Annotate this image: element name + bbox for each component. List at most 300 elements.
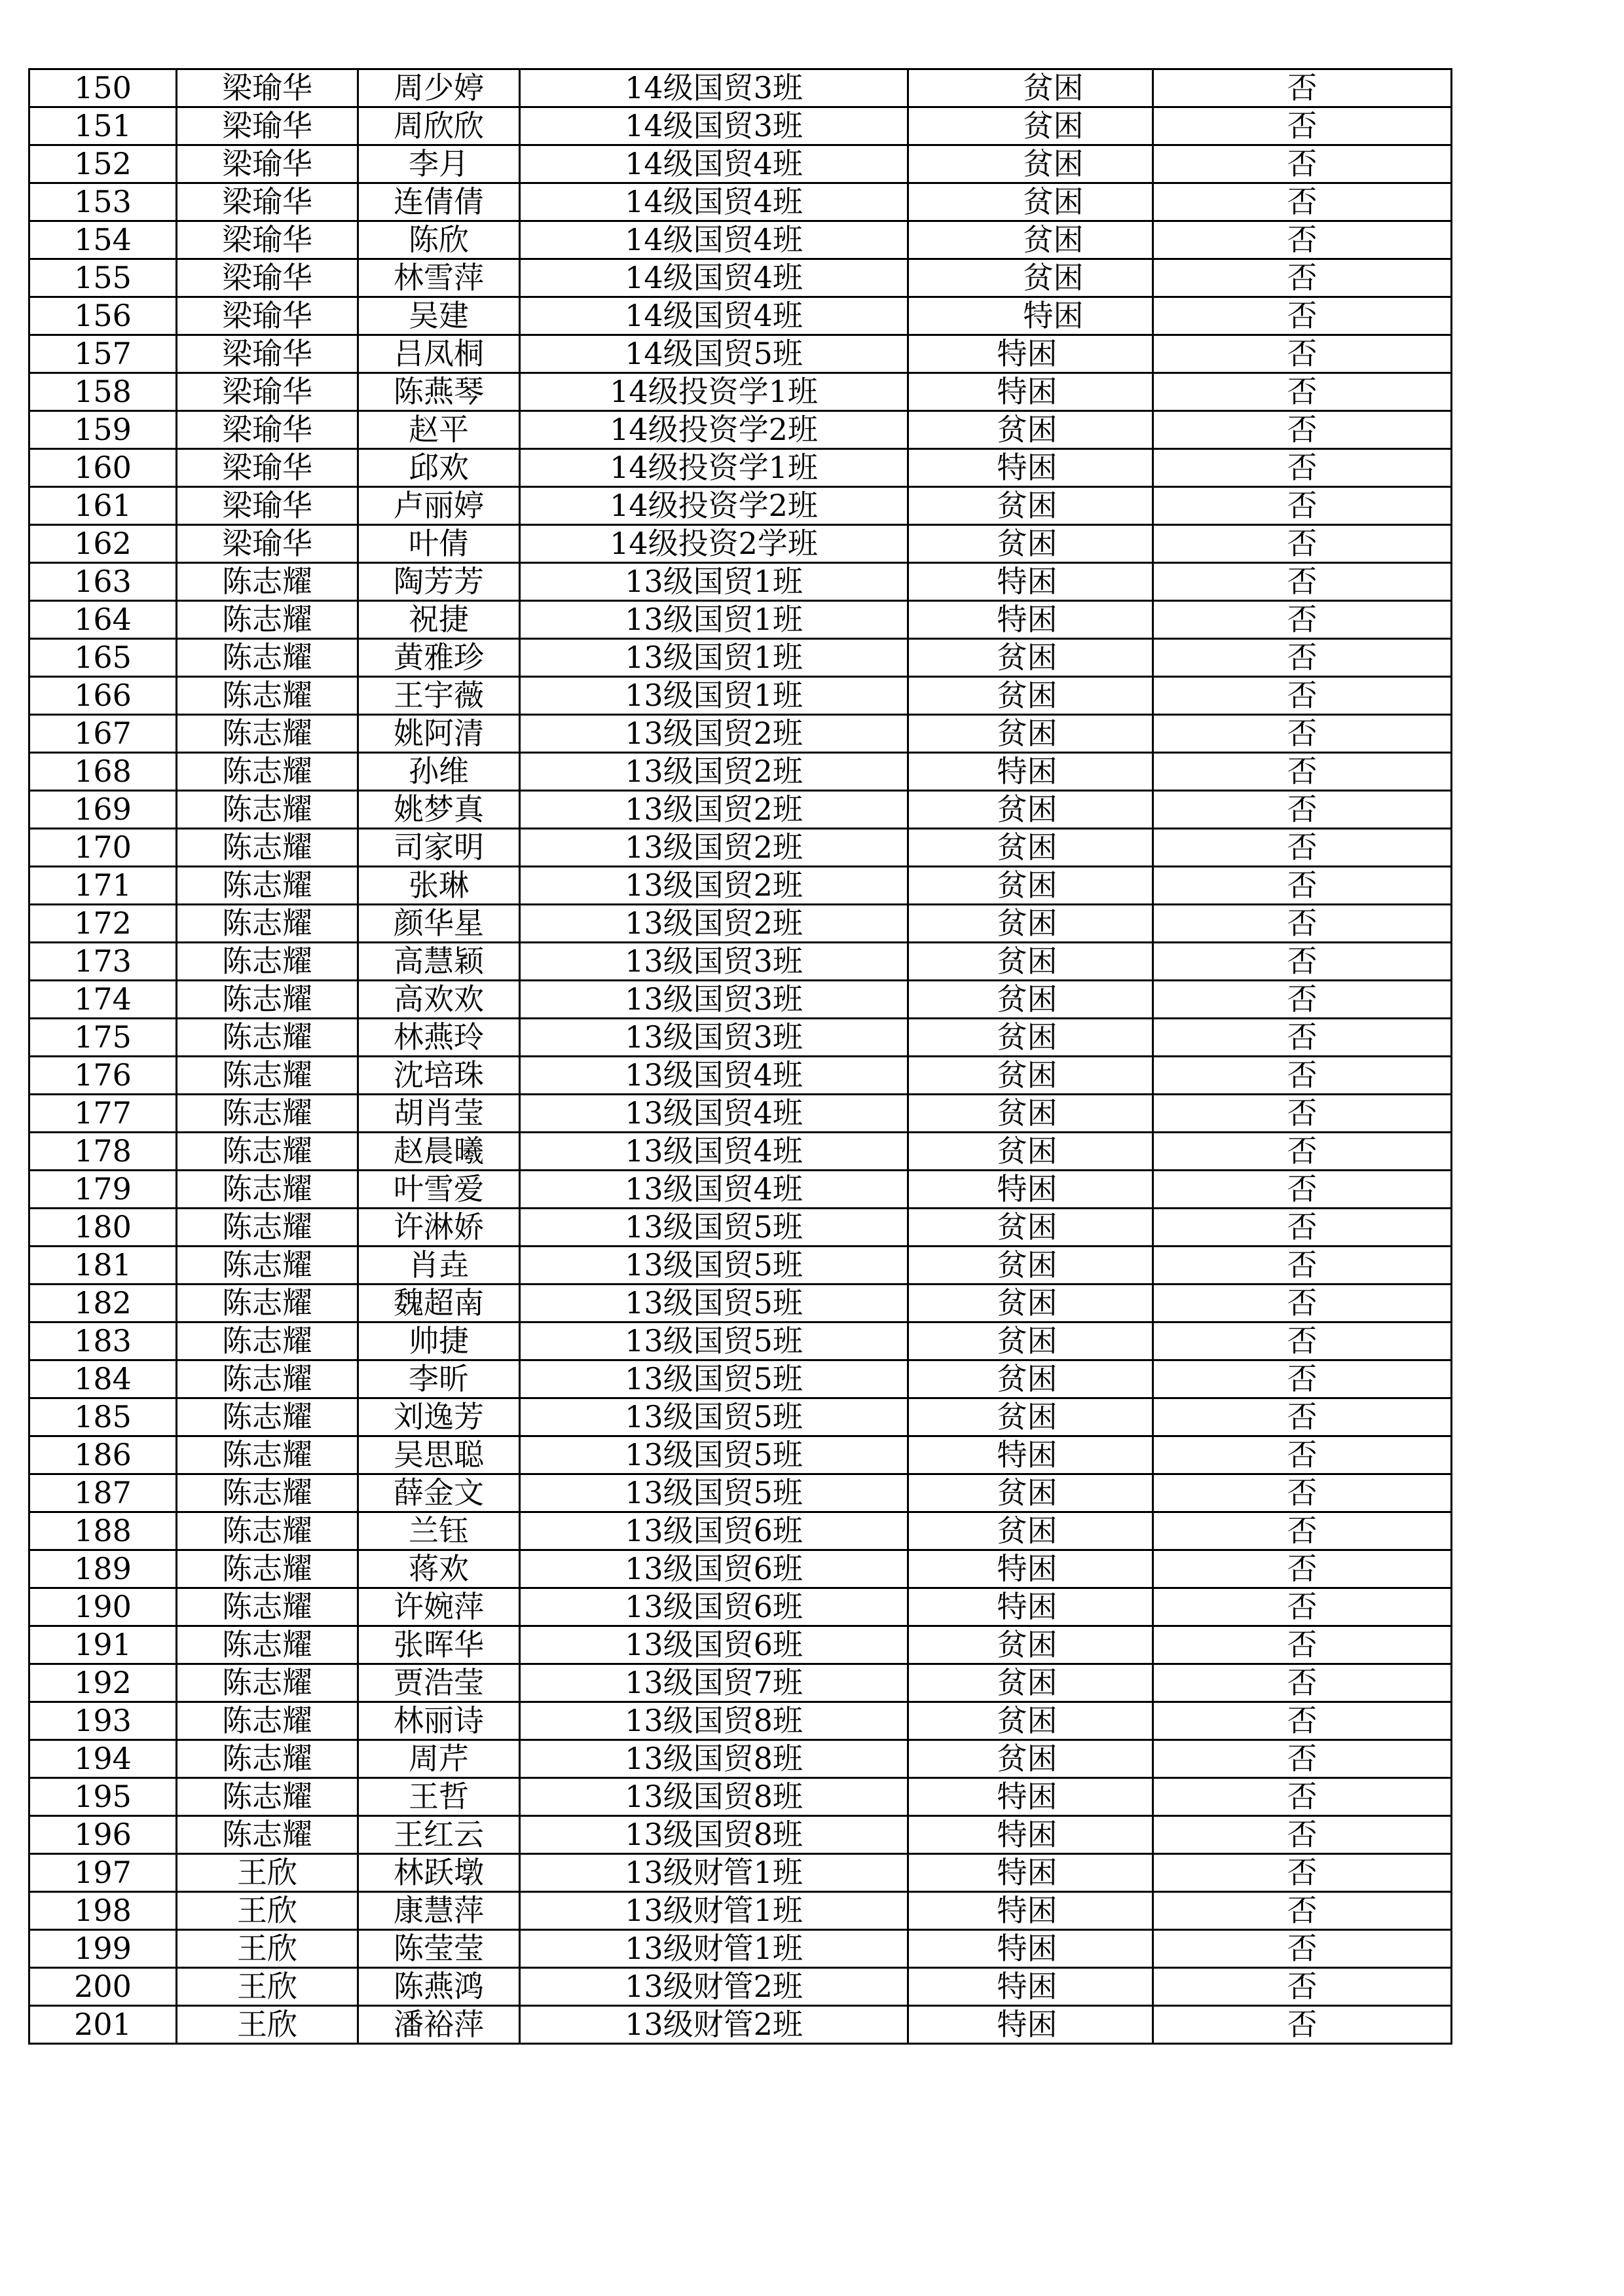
row-number-cell: 164: [29, 601, 177, 639]
result-cell: 否: [1153, 601, 1452, 639]
result-cell: 否: [1153, 1398, 1452, 1436]
result-cell: 否: [1153, 297, 1452, 335]
class-cell: 14级国贸4班: [520, 259, 908, 297]
class-cell: 13级国贸5班: [520, 1285, 908, 1322]
table-row: [29, 1171, 1452, 1209]
class-cell: 13级财管2班: [520, 2006, 908, 2044]
status-cell: 贫困: [908, 221, 1153, 259]
row-number-cell: 200: [29, 1968, 177, 2006]
counselor-cell: 陈志耀: [177, 1474, 358, 1512]
student-name-cell: 李昕: [358, 1360, 520, 1398]
student-name-cell: 许婉萍: [358, 1588, 520, 1626]
status-cell: 贫困: [908, 69, 1153, 107]
counselor-cell: 陈志耀: [177, 1550, 358, 1588]
table-row: [29, 943, 1452, 981]
row-number-cell: 152: [29, 145, 177, 183]
result-cell: 否: [1153, 1171, 1452, 1209]
student-name-cell: 高欢欢: [358, 981, 520, 1019]
result-cell: 否: [1153, 867, 1452, 905]
class-cell: 13级国贸5班: [520, 1247, 908, 1285]
counselor-cell: 陈志耀: [177, 1398, 358, 1436]
table-row: [29, 1702, 1452, 1740]
row-number-cell: 165: [29, 639, 177, 677]
result-cell: 否: [1153, 639, 1452, 677]
student-name-cell: 李月: [358, 145, 520, 183]
result-cell: 否: [1153, 1095, 1452, 1133]
counselor-cell: 陈志耀: [177, 905, 358, 943]
counselor-cell: 陈志耀: [177, 1209, 358, 1247]
status-cell: 特困: [908, 335, 1153, 373]
class-cell: 14级国贸3班: [520, 107, 908, 145]
result-cell: 否: [1153, 525, 1452, 563]
counselor-cell: 陈志耀: [177, 1626, 358, 1664]
table-row: [29, 1930, 1452, 1968]
student-name-cell: 周少婷: [358, 69, 520, 107]
counselor-cell: 陈志耀: [177, 1588, 358, 1626]
row-number-cell: 156: [29, 297, 177, 335]
result-cell: 否: [1153, 2006, 1452, 2044]
student-name-cell: 吴思聪: [358, 1436, 520, 1474]
counselor-cell: 王欣: [177, 1892, 358, 1930]
table-row: [29, 639, 1452, 677]
counselor-cell: 陈志耀: [177, 639, 358, 677]
table-row: [29, 259, 1452, 297]
table-row: [29, 297, 1452, 335]
table-row: [29, 1778, 1452, 1816]
class-cell: 13级国贸2班: [520, 867, 908, 905]
result-cell: 否: [1153, 943, 1452, 981]
status-cell: 特困: [908, 1171, 1153, 1209]
class-cell: 13级国贸3班: [520, 981, 908, 1019]
class-cell: 13级国贸4班: [520, 1171, 908, 1209]
status-cell: 贫困: [908, 715, 1153, 753]
class-cell: 14级投资2学班: [520, 525, 908, 563]
status-cell: 特困: [908, 563, 1153, 601]
table-row: [29, 1285, 1452, 1322]
table-row: [29, 335, 1452, 373]
result-cell: 否: [1153, 1550, 1452, 1588]
status-cell: 特困: [908, 1588, 1153, 1626]
result-cell: 否: [1153, 1133, 1452, 1171]
class-cell: 13级国贸2班: [520, 753, 908, 791]
class-cell: 13级国贸8班: [520, 1816, 908, 1854]
student-name-cell: 陈欣: [358, 221, 520, 259]
student-name-cell: 薛金文: [358, 1474, 520, 1512]
student-name-cell: 林燕玲: [358, 1019, 520, 1057]
status-cell: 贫困: [908, 525, 1153, 563]
result-cell: 否: [1153, 1892, 1452, 1930]
counselor-cell: 梁瑜华: [177, 69, 358, 107]
table-row: [29, 601, 1452, 639]
student-name-cell: 孙维: [358, 753, 520, 791]
table-row: [29, 1816, 1452, 1854]
class-cell: 14级国贸4班: [520, 145, 908, 183]
table-row: [29, 1588, 1452, 1626]
result-cell: 否: [1153, 1019, 1452, 1057]
student-name-cell: 祝捷: [358, 601, 520, 639]
counselor-cell: 陈志耀: [177, 1057, 358, 1095]
student-name-cell: 叶雪爱: [358, 1171, 520, 1209]
student-name-cell: 赵晨曦: [358, 1133, 520, 1171]
student-name-cell: 胡肖莹: [358, 1095, 520, 1133]
counselor-cell: 陈志耀: [177, 1322, 358, 1360]
student-name-cell: 姚阿清: [358, 715, 520, 753]
table-row: [29, 1322, 1452, 1360]
student-name-cell: 陈燕鸿: [358, 1968, 520, 2006]
table-row: [29, 183, 1452, 221]
status-cell: 贫困: [908, 943, 1153, 981]
row-number-cell: 186: [29, 1436, 177, 1474]
counselor-cell: 陈志耀: [177, 1740, 358, 1778]
row-number-cell: 185: [29, 1398, 177, 1436]
result-cell: 否: [1153, 1360, 1452, 1398]
student-name-cell: 高慧颖: [358, 943, 520, 981]
class-cell: 13级国贸8班: [520, 1740, 908, 1778]
counselor-cell: 陈志耀: [177, 791, 358, 829]
class-cell: 13级国贸2班: [520, 715, 908, 753]
table-row: [29, 753, 1452, 791]
row-number-cell: 173: [29, 943, 177, 981]
table-row: [29, 107, 1452, 145]
counselor-cell: 陈志耀: [177, 715, 358, 753]
result-cell: 否: [1153, 1816, 1452, 1854]
result-cell: 否: [1153, 449, 1452, 487]
result-cell: 否: [1153, 715, 1452, 753]
class-cell: 13级国贸1班: [520, 563, 908, 601]
class-cell: 13级国贸7班: [520, 1664, 908, 1702]
class-cell: 13级国贸1班: [520, 639, 908, 677]
table-row: [29, 867, 1452, 905]
result-cell: 否: [1153, 829, 1452, 867]
counselor-cell: 陈志耀: [177, 1778, 358, 1816]
result-cell: 否: [1153, 1854, 1452, 1892]
class-cell: 13级财管2班: [520, 1968, 908, 2006]
student-name-cell: 王宇薇: [358, 677, 520, 715]
counselor-cell: 梁瑜华: [177, 411, 358, 449]
table-row: [29, 677, 1452, 715]
row-number-cell: 189: [29, 1550, 177, 1588]
class-cell: 13级国贸6班: [520, 1626, 908, 1664]
status-cell: 特困: [908, 1816, 1153, 1854]
result-cell: 否: [1153, 1322, 1452, 1360]
class-cell: 13级国贸5班: [520, 1209, 908, 1247]
table-body: [29, 69, 1452, 2044]
table-row: [29, 1209, 1452, 1247]
result-cell: 否: [1153, 1247, 1452, 1285]
table-row: [29, 221, 1452, 259]
class-cell: 13级国贸5班: [520, 1436, 908, 1474]
counselor-cell: 梁瑜华: [177, 145, 358, 183]
table-row: [29, 905, 1452, 943]
counselor-cell: 梁瑜华: [177, 259, 358, 297]
result-cell: 否: [1153, 1474, 1452, 1512]
row-number-cell: 167: [29, 715, 177, 753]
row-number-cell: 175: [29, 1019, 177, 1057]
row-number-cell: 155: [29, 259, 177, 297]
result-cell: 否: [1153, 1285, 1452, 1322]
counselor-cell: 陈志耀: [177, 1247, 358, 1285]
row-number-cell: 162: [29, 525, 177, 563]
class-cell: 13级国贸1班: [520, 601, 908, 639]
counselor-cell: 陈志耀: [177, 1019, 358, 1057]
counselor-cell: 陈志耀: [177, 1133, 358, 1171]
table-row: [29, 829, 1452, 867]
row-number-cell: 187: [29, 1474, 177, 1512]
class-cell: 13级国贸6班: [520, 1512, 908, 1550]
student-name-cell: 陈莹莹: [358, 1930, 520, 1968]
result-cell: 否: [1153, 791, 1452, 829]
student-name-cell: 张琳: [358, 867, 520, 905]
result-cell: 否: [1153, 677, 1452, 715]
status-cell: 贫困: [908, 791, 1153, 829]
class-cell: 13级国贸3班: [520, 1019, 908, 1057]
class-cell: 13级国贸5班: [520, 1474, 908, 1512]
counselor-cell: 陈志耀: [177, 1512, 358, 1550]
counselor-cell: 陈志耀: [177, 1816, 358, 1854]
student-table: [28, 68, 1452, 2045]
student-name-cell: 肖垚: [358, 1247, 520, 1285]
status-cell: 贫困: [908, 1209, 1153, 1247]
result-cell: 否: [1153, 1968, 1452, 2006]
result-cell: 否: [1153, 981, 1452, 1019]
result-cell: 否: [1153, 373, 1452, 411]
counselor-cell: 陈志耀: [177, 753, 358, 791]
class-cell: 13级财管1班: [520, 1892, 908, 1930]
status-cell: 贫困: [908, 1133, 1153, 1171]
student-name-cell: 黄雅珍: [358, 639, 520, 677]
table-row: [29, 1247, 1452, 1285]
row-number-cell: 168: [29, 753, 177, 791]
result-cell: 否: [1153, 1702, 1452, 1740]
student-name-cell: 蒋欢: [358, 1550, 520, 1588]
class-cell: 13级国贸8班: [520, 1778, 908, 1816]
row-number-cell: 161: [29, 487, 177, 525]
status-cell: 贫困: [908, 1019, 1153, 1057]
status-cell: 贫困: [908, 905, 1153, 943]
result-cell: 否: [1153, 69, 1452, 107]
student-name-cell: 叶倩: [358, 525, 520, 563]
student-name-cell: 王红云: [358, 1816, 520, 1854]
status-cell: 特困: [908, 1892, 1153, 1930]
counselor-cell: 王欣: [177, 1854, 358, 1892]
class-cell: 14级投资学1班: [520, 373, 908, 411]
result-cell: 否: [1153, 1778, 1452, 1816]
table-row: [29, 373, 1452, 411]
table-row: [29, 2006, 1452, 2044]
row-number-cell: 201: [29, 2006, 177, 2044]
table-row: [29, 487, 1452, 525]
row-number-cell: 181: [29, 1247, 177, 1285]
status-cell: 特困: [908, 297, 1153, 335]
class-cell: 13级国贸5班: [520, 1322, 908, 1360]
student-name-cell: 姚梦真: [358, 791, 520, 829]
row-number-cell: 192: [29, 1664, 177, 1702]
row-number-cell: 170: [29, 829, 177, 867]
row-number-cell: 171: [29, 867, 177, 905]
counselor-cell: 王欣: [177, 2006, 358, 2044]
status-cell: 贫困: [908, 183, 1153, 221]
status-cell: 贫困: [908, 1322, 1153, 1360]
status-cell: 贫困: [908, 639, 1153, 677]
student-name-cell: 邱欢: [358, 449, 520, 487]
student-name-cell: 颜华星: [358, 905, 520, 943]
row-number-cell: 174: [29, 981, 177, 1019]
student-name-cell: 沈培珠: [358, 1057, 520, 1095]
status-cell: 特困: [908, 1778, 1153, 1816]
status-cell: 贫困: [908, 1626, 1153, 1664]
table-row: [29, 715, 1452, 753]
table-row: [29, 145, 1452, 183]
student-name-cell: 林雪萍: [358, 259, 520, 297]
table-row: [29, 791, 1452, 829]
class-cell: 13级财管1班: [520, 1854, 908, 1892]
table-row: [29, 1664, 1452, 1702]
counselor-cell: 陈志耀: [177, 1171, 358, 1209]
student-name-cell: 潘裕萍: [358, 2006, 520, 2044]
status-cell: 贫困: [908, 981, 1153, 1019]
status-cell: 贫困: [908, 107, 1153, 145]
class-cell: 14级国贸4班: [520, 297, 908, 335]
student-name-cell: 许淋娇: [358, 1209, 520, 1247]
result-cell: 否: [1153, 1588, 1452, 1626]
result-cell: 否: [1153, 563, 1452, 601]
counselor-cell: 陈志耀: [177, 1285, 358, 1322]
counselor-cell: 梁瑜华: [177, 221, 358, 259]
status-cell: 贫困: [908, 867, 1153, 905]
status-cell: 特困: [908, 1930, 1153, 1968]
counselor-cell: 梁瑜华: [177, 449, 358, 487]
row-number-cell: 199: [29, 1930, 177, 1968]
status-cell: 特困: [908, 1854, 1153, 1892]
class-cell: 14级国贸5班: [520, 335, 908, 373]
table-row: [29, 411, 1452, 449]
row-number-cell: 182: [29, 1285, 177, 1322]
status-cell: 贫困: [908, 1360, 1153, 1398]
status-cell: 贫困: [908, 487, 1153, 525]
result-cell: 否: [1153, 183, 1452, 221]
result-cell: 否: [1153, 1512, 1452, 1550]
class-cell: 13级国贸6班: [520, 1550, 908, 1588]
table-row: [29, 1740, 1452, 1778]
status-cell: 贫困: [908, 1095, 1153, 1133]
counselor-cell: 王欣: [177, 1968, 358, 2006]
row-number-cell: 183: [29, 1322, 177, 1360]
table-row: [29, 1095, 1452, 1133]
counselor-cell: 梁瑜华: [177, 487, 358, 525]
class-cell: 13级国贸4班: [520, 1133, 908, 1171]
status-cell: 贫困: [908, 1474, 1153, 1512]
class-cell: 13级国贸3班: [520, 943, 908, 981]
status-cell: 贫困: [908, 1057, 1153, 1095]
status-cell: 特困: [908, 449, 1153, 487]
table-row: [29, 69, 1452, 107]
result-cell: 否: [1153, 145, 1452, 183]
status-cell: 贫困: [908, 145, 1153, 183]
row-number-cell: 158: [29, 373, 177, 411]
status-cell: 特困: [908, 753, 1153, 791]
counselor-cell: 陈志耀: [177, 601, 358, 639]
row-number-cell: 151: [29, 107, 177, 145]
row-number-cell: 154: [29, 221, 177, 259]
status-cell: 贫困: [908, 677, 1153, 715]
student-name-cell: 张晖华: [358, 1626, 520, 1664]
table-row: [29, 563, 1452, 601]
table-row: [29, 525, 1452, 563]
table-row: [29, 1474, 1452, 1512]
student-name-cell: 卢丽婷: [358, 487, 520, 525]
result-cell: 否: [1153, 1930, 1452, 1968]
class-cell: 13级国贸2班: [520, 905, 908, 943]
table-row: [29, 1057, 1452, 1095]
status-cell: 贫困: [908, 1512, 1153, 1550]
status-cell: 特困: [908, 601, 1153, 639]
student-name-cell: 王哲: [358, 1778, 520, 1816]
row-number-cell: 179: [29, 1171, 177, 1209]
student-name-cell: 赵平: [358, 411, 520, 449]
status-cell: 贫困: [908, 1247, 1153, 1285]
table-row: [29, 1512, 1452, 1550]
counselor-cell: 陈志耀: [177, 1360, 358, 1398]
table-row: [29, 1133, 1452, 1171]
class-cell: 13级国贸8班: [520, 1702, 908, 1740]
row-number-cell: 180: [29, 1209, 177, 1247]
row-number-cell: 190: [29, 1588, 177, 1626]
counselor-cell: 梁瑜华: [177, 525, 358, 563]
student-name-cell: 连倩倩: [358, 183, 520, 221]
status-cell: 贫困: [908, 1702, 1153, 1740]
class-cell: 14级投资学1班: [520, 449, 908, 487]
student-name-cell: 吕凤桐: [358, 335, 520, 373]
class-cell: 13级国贸5班: [520, 1398, 908, 1436]
result-cell: 否: [1153, 1626, 1452, 1664]
status-cell: 贫困: [908, 259, 1153, 297]
class-cell: 13级国贸1班: [520, 677, 908, 715]
table-row: [29, 1626, 1452, 1664]
counselor-cell: 梁瑜华: [177, 373, 358, 411]
class-cell: 14级投资学2班: [520, 411, 908, 449]
row-number-cell: 188: [29, 1512, 177, 1550]
row-number-cell: 197: [29, 1854, 177, 1892]
row-number-cell: 159: [29, 411, 177, 449]
result-cell: 否: [1153, 259, 1452, 297]
row-number-cell: 177: [29, 1095, 177, 1133]
row-number-cell: 196: [29, 1816, 177, 1854]
status-cell: 特困: [908, 1968, 1153, 2006]
student-name-cell: 林丽诗: [358, 1702, 520, 1740]
status-cell: 贫困: [908, 411, 1153, 449]
student-name-cell: 贾浩莹: [358, 1664, 520, 1702]
counselor-cell: 陈志耀: [177, 677, 358, 715]
row-number-cell: 160: [29, 449, 177, 487]
row-number-cell: 166: [29, 677, 177, 715]
table-row: [29, 981, 1452, 1019]
table-row: [29, 1892, 1452, 1930]
row-number-cell: 157: [29, 335, 177, 373]
student-name-cell: 周欣欣: [358, 107, 520, 145]
status-cell: 特困: [908, 1436, 1153, 1474]
counselor-cell: 陈志耀: [177, 563, 358, 601]
counselor-cell: 梁瑜华: [177, 335, 358, 373]
counselor-cell: 梁瑜华: [177, 183, 358, 221]
counselor-cell: 陈志耀: [177, 1702, 358, 1740]
result-cell: 否: [1153, 221, 1452, 259]
result-cell: 否: [1153, 487, 1452, 525]
row-number-cell: 198: [29, 1892, 177, 1930]
status-cell: 特困: [908, 2006, 1153, 2044]
table-row: [29, 1968, 1452, 2006]
row-number-cell: 172: [29, 905, 177, 943]
class-cell: 13级财管1班: [520, 1930, 908, 1968]
